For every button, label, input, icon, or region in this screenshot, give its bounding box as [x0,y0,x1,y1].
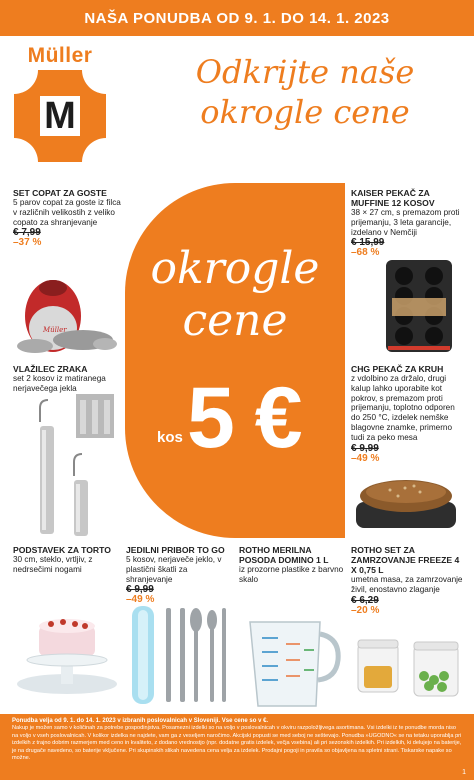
product-name: ROTHO SET ZA ZAMRZOVANJE FREEZE 4 X 0,75 L [351,545,460,575]
product-description: 5 parov copat za goste iz filca v različnih velikostih z veliko copato za shranjevanje [13,198,121,227]
product-name: PODSTAVEK ZA TORTO [13,545,111,555]
logo-mark-icon [14,70,106,162]
footer-title: Ponudba velja od 9. 1. do 14. 1. 2023 v izbranih poslovalnicah v Sloveniji. Vse cene so v €. [12,718,269,724]
svg-text:Müller: Müller [43,326,67,334]
measuring-jug-image [242,616,346,710]
product-name: ROTHO MERILNA POSODA DOMINO 1 L [239,545,329,565]
muller-logo[interactable] [10,44,110,162]
product-name: JEDILNI PRIBOR TO GO [126,545,225,555]
product-old-price: € 7,99 [13,227,41,239]
product-description: 5 kosov, nerjaveče jeklo, v plastični škatli za shranjevanje [126,555,222,584]
product-old-price: € 9,99 [126,584,154,596]
cake-stand-image [15,610,120,705]
footer-body: Nakup je možen samo v količinah za potrebe gospodinjstva. Posamezni izdelki so na voljo v poslovalnicah v okviru razpoložljivega asortimana. Vsi izdelki iz te ponudbe morda niso na voljo v vseh poslovalnicah. V kolikor izdelka ne najdete, vam ga z veseljem naročimo. Akcijski popusti se med seboj ne seštevajo. Ponudba »UGODNO« se na tetaku uporablja pri izdelkih z trajno dobrim razmerjem med ceno in kvaliteto, z dodano vrednostjo (npr. dodatne gratis izdelek, večja vsebina) ali pri sezonskih izdelkih. Pri izdelkih, ki delujejo na baterije, je na drugače navedeno, so baterije vključene. Pri skupinskih slikah navedena cena velja za izdelek. Prodajni pogoji in pravila so objavljena na spletni strani. Tiskarske napake so možne. [12,725,462,762]
product-old-price: € 6,29 [351,594,379,606]
product-old-price: € 15,99 [351,237,385,249]
headline-line-1: Odkrijte naše [195,53,415,91]
headline-line-2: okrogle cene [200,93,410,131]
humidifier-image [18,390,118,540]
product-discount: –20 % [351,604,380,616]
product-name: KAISER PEKAČ ZA MUFFINE 12 KOSOV [351,188,435,208]
logo-word: Müller [27,44,93,67]
offer-banner: NAŠA PONUDBA OD 9. 1. DO 14. 1. 2023 [0,0,474,36]
hero-price-panel [125,183,345,538]
product-name: VLAŽILEC ZRAKA [13,364,88,374]
product-description: umetna masa, za zamrzovanje živil, enostavno zlaganje [351,575,463,594]
product-name: CHG PEKAČ ZA KRUH [351,364,444,374]
product-measuring-jug[interactable] [239,545,347,585]
product-description: iz prozorne plastike z barvno skalo [239,565,344,584]
freezer-set-image [354,632,462,706]
muffin-pan-image [384,258,454,354]
product-cutlery[interactable] [126,545,234,605]
product-slippers[interactable] [13,188,121,248]
page-number: 1 [462,769,466,776]
logo-letter: M [44,94,76,137]
hero-price: 5 € [187,370,301,466]
hero-unit: kos [157,429,183,446]
hero-title-line-1: okrogle [150,243,320,294]
cutlery-image [128,604,230,708]
product-discount: –49 % [351,452,380,464]
headline [150,52,460,132]
product-freezer-set[interactable] [351,545,463,616]
slippers-image [13,258,118,358]
product-cake-stand[interactable] [13,545,121,575]
hero-title [125,243,345,347]
product-name: SET COPAT ZA GOSTE [13,188,107,198]
product-description: 38 × 27 cm, s premazom proti prijemanju, 3 leta garancije, izdelano v Nemčiji [351,208,460,237]
product-bread-pan[interactable] [351,364,463,464]
product-old-price: € 9,99 [351,442,379,454]
product-discount: –68 % [351,247,380,259]
product-description: set 2 kosov iz matiranega nerjavečega jekla [13,374,106,393]
hero-title-line-2: cene [182,295,288,346]
product-discount: –37 % [13,237,42,249]
product-description: 30 cm, steklo, vrtljiv, z nedrsečimi nogami [13,555,93,574]
product-discount: –49 % [126,594,155,606]
legal-footer [0,714,474,780]
product-muffin-pan[interactable] [351,188,463,258]
product-description: z vdolbino za držalo, drugi kalup lahko uporabite kot pokrov, s premazom proti prijemanju, toplotno odporen do 250 °C, izdelek nemške blagovne znamke, primerno tudi za peko mesa [351,374,455,442]
bread-pan-image [350,472,462,534]
